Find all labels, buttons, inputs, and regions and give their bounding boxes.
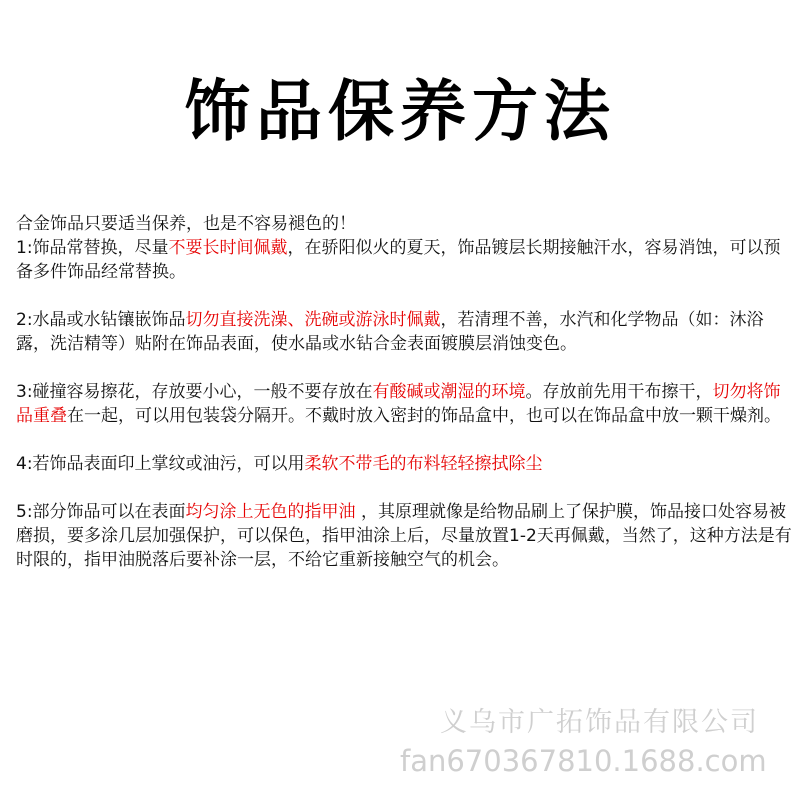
tip-1-text-rest: ，在骄阳似火的夏天，饰品镀层长期接触汗水，容易消蚀，可以预备多件饰品经常替换。 xyxy=(16,238,781,282)
tip-4-highlight: 柔软不带毛的布料轻轻擦拭除尘 xyxy=(304,454,543,474)
tip-1-text: 1:饰品常替换，尽量 xyxy=(16,238,169,258)
tip-2-highlight: 切勿直接洗澡、洗碗或游泳时佩戴 xyxy=(185,310,441,330)
watermark-company: 义乌市广拓饰品有限公司 xyxy=(440,707,759,738)
tip-1-highlight: 不要长时间佩戴 xyxy=(168,238,288,258)
watermark-url: fan670367810.1688.com xyxy=(400,744,767,778)
tip-5-highlight: 均匀涂上无色的指甲油 xyxy=(185,502,356,522)
tip-5-text: 5:部分饰品可以在表面 xyxy=(16,502,186,522)
tip-2-text-rest: ，若清理不善，水汽和化学物品（如：沐浴露，洗洁精等）贴附在饰品表面，使水晶或水钻合金表面镀膜层消蚀变色。 xyxy=(16,310,764,354)
page-title: 饰品保养方法 xyxy=(184,73,616,150)
intro-text: 合金饰品只要适当保养，也是不容易褪色的！ xyxy=(16,214,356,234)
tip-3 xyxy=(16,380,796,428)
tip-1 xyxy=(16,236,796,284)
tip-5-text-rest: ，其原理就像是给物品刷上了保护膜，饰品接口处容易被磨损，要多涂几层加强保护，可以保色，指甲油涂上后，尽量放置1-2天再佩戴，当然了，这种方法是有时限的，指甲油脱落后要补涂一层，不给它重新接触空气的机会。 xyxy=(16,502,792,570)
tip-4 xyxy=(16,452,796,476)
care-instructions xyxy=(16,212,796,596)
tip-3-highlight: 有酸碱或潮湿的环境 xyxy=(372,382,526,402)
tip-3-text-rest: 在一起，可以用包装袋分隔开。不戴时放入密封的饰品盒中，也可以在饰品盒中放一颗干燥剂。 xyxy=(67,406,781,426)
tip-3-text: 3:碰撞容易擦花，存放要小心，一般不要存放在 xyxy=(16,382,373,402)
tip-2-text: 2:水晶或水钻镶嵌饰品 xyxy=(16,310,186,330)
tip-3-highlight-2: 切勿将饰品重叠 xyxy=(16,382,781,426)
tip-3-text-mid: 。存放前先用干布擦干， xyxy=(525,382,713,402)
tip-2 xyxy=(16,308,796,356)
tip-4-text: 4:若饰品表面印上掌纹或油污，可以用 xyxy=(16,454,305,474)
tip-5 xyxy=(16,500,796,572)
